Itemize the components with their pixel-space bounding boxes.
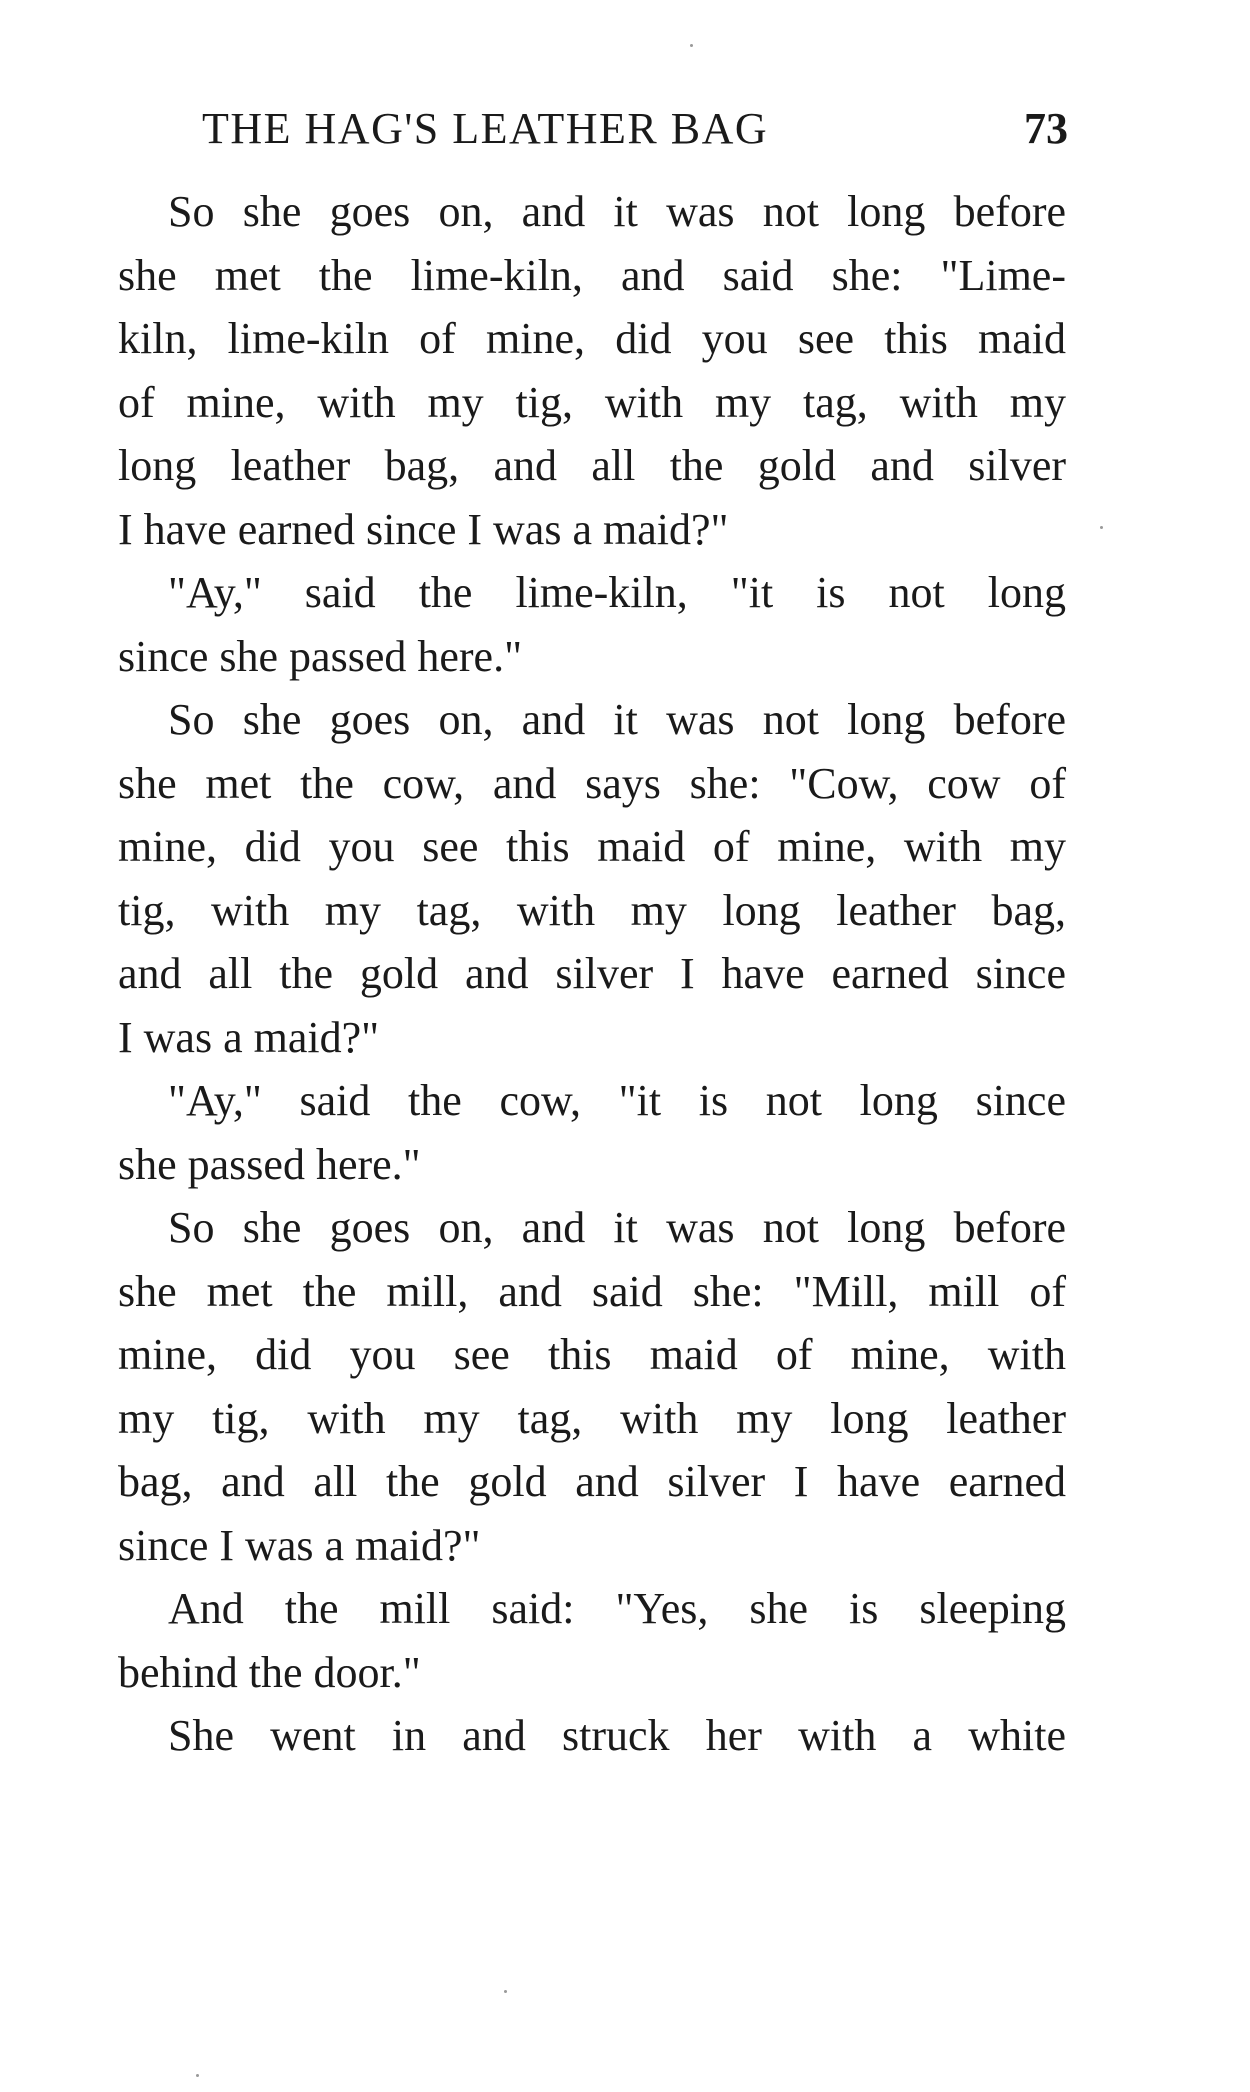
scan-speck [690,44,693,47]
text-line: "Ay," said the cow, "it is not long since [168,1076,1066,1125]
scan-speck [196,2074,199,2077]
text-line: kiln, lime-kiln of mine, did you see this maid [118,314,1066,363]
text-line: And the mill said: "Yes, she is sleeping [168,1584,1066,1633]
text-line: she met the lime-kiln, and said she: "Lime- [118,250,1066,300]
paragraph [118,1196,1066,1577]
text-line: since I was a maid?" [118,1520,481,1570]
text-line: mine, did you see this maid of mine, with my [118,822,1066,871]
text-line: tig, with my tag, with my long leather bag, [118,885,1066,935]
text-line: "Ay," said the lime-kiln, "it is not long [168,568,1066,617]
text-line: So she goes on, and it was not long before [168,695,1066,744]
text-line: So she goes on, and it was not long before [168,1203,1066,1252]
paragraph [118,180,1066,561]
paragraph [118,1069,1066,1196]
text-line: bag, and all the gold and silver I have earned [118,1457,1066,1506]
paragraph [118,561,1066,688]
text-line: She went in and struck her with a white [168,1711,1066,1760]
running-title: THE HAG'S LEATHER BAG [202,104,769,153]
text-line: my tig, with my tag, with my long leather [118,1393,1066,1443]
page-number: 73 [1024,104,1068,153]
text-line: long leather bag, and all the gold and silver [118,441,1066,490]
text-line: and all the gold and silver I have earned since [118,949,1066,998]
paragraph [118,1704,1066,1768]
text-line: she met the mill, and said she: "Mill, mill of [118,1266,1066,1316]
text-line: she passed here." [118,1139,421,1189]
text-line: mine, did you see this maid of mine, with [118,1330,1066,1379]
paragraph [118,688,1066,1069]
scan-speck [504,1990,507,1993]
text-line: I have earned since I was a maid?" [118,504,729,554]
running-head [202,103,1068,163]
scan-speck [1100,526,1103,529]
text-line: behind the door." [118,1647,421,1697]
paragraph [118,1577,1066,1704]
text-line: of mine, with my tig, with my tag, with my [118,377,1066,427]
body-text [118,180,1066,1768]
text-line: So she goes on, and it was not long before [168,187,1066,236]
text-line: since she passed here." [118,631,523,681]
text-line: I was a maid?" [118,1012,380,1062]
text-line: she met the cow, and says she: "Cow, cow of [118,758,1066,808]
